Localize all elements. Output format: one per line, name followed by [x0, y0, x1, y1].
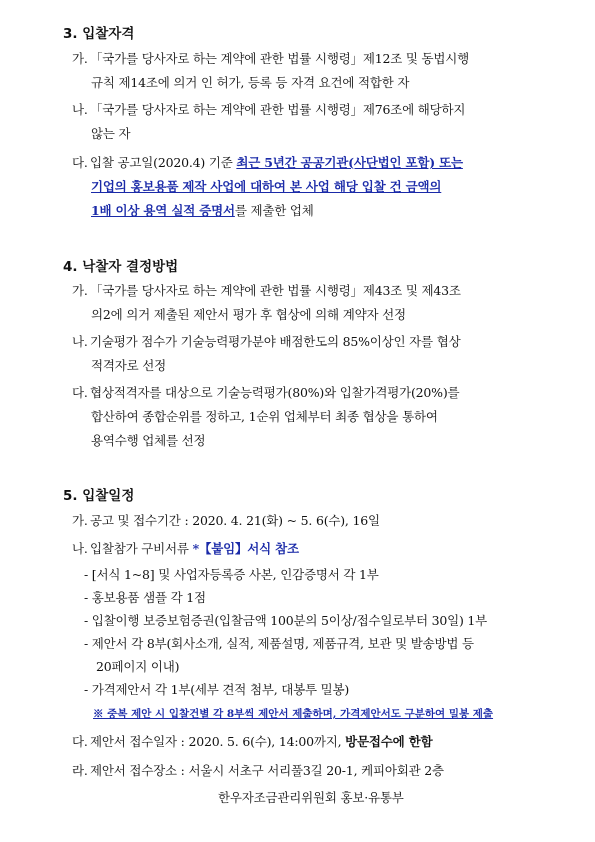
s4-na-line2: 적격자로 선정 [91, 358, 167, 373]
s4-na-marker: 나. [72, 334, 88, 349]
s5-da-marker: 다. [72, 734, 88, 749]
s5-item-na [72, 537, 552, 561]
s5-ga-text: 공고 및 접수기간 : 2020. 4. 21(화) ~ 5. 6(수), 16일 [90, 513, 380, 528]
s3-da-pre: 입찰 공고일(2020.4) 기준 [90, 155, 237, 170]
s3-da-post: 를 제출한 업체 [234, 203, 314, 218]
dash-item: - 홍보용품 샘플 각 1점 [84, 590, 206, 605]
dash-item: - 입찰이행 보증보험증권(입찰금액 100분의 5이상/접수일로부터 30일) 1부 [84, 613, 488, 628]
s3-na-marker: 나. [72, 102, 88, 117]
s3-item-da [72, 151, 552, 223]
dash-item-cont: 20페이지 이내) [96, 659, 180, 674]
s5-item-ra [72, 759, 552, 783]
s3-item-na [72, 98, 552, 146]
s4-item-na [72, 330, 552, 378]
s4-da-marker: 다. [72, 385, 88, 400]
section-3-heading: 3. 입찰자격 [63, 26, 135, 42]
s3-da-marker: 다. [72, 155, 88, 170]
dash-item: - 가격제안서 각 1부(세부 견적 첨부, 대봉투 밀봉) [84, 682, 350, 697]
s5-item-da [72, 730, 552, 754]
s5-na-text: 입찰참가 구비서류 [90, 541, 193, 556]
dash-item: - [서식 1~8] 및 사업자등록증 사본, 인감증명서 각 1부 [84, 567, 379, 582]
s5-na-attachment-note: *【붙임】서식 참조 [192, 541, 299, 556]
s5-warning-note: ※ 중복 제안 시 입찰건별 각 8부씩 제안서 제출하며, 가격제안서도 구분하여 밀봉 제출 [93, 708, 494, 720]
s4-ga-line2: 의2에 의거 제출된 제안서 평가 후 협상에 의해 계약자 선정 [91, 307, 406, 322]
s4-ga-marker: 가. [72, 283, 88, 298]
s3-da-highlight-2: 기업의 홍보용품 제작 사업에 대하여 본 사업 해당 입찰 건 금액의 [91, 179, 442, 194]
s5-da-bold: 방문접수에 한함 [345, 734, 433, 749]
s5-ga-marker: 가. [72, 513, 88, 528]
s5-item-ga [72, 509, 552, 533]
section-5-heading: 5. 입찰일정 [63, 488, 135, 504]
s5-na-marker: 나. [72, 541, 88, 556]
s5-ra-text: 제안서 접수장소 : 서울시 서초구 서리풀3길 20-1, 케피아회관 2층 [90, 763, 444, 778]
dash-item: - 제안서 각 8부(회사소개, 실적, 제품설명, 제품규격, 보관 및 발송방법 등 [84, 636, 474, 651]
s3-na-line2: 않는 자 [91, 126, 131, 141]
s4-da-line2: 합산하여 종합순위를 정하고, 1순위 업체부터 최종 협상을 통하여 [91, 409, 438, 424]
s3-ga-marker: 가. [72, 51, 88, 66]
s4-da-line1: 협상적격자를 대상으로 기술능력평가(80%)와 입찰가격평가(20%)를 [90, 385, 460, 400]
s3-da-highlight-3: 1배 이상 용역 실적 증명서 [91, 203, 235, 218]
s5-da-text: 제안서 접수일자 : 2020. 5. 6(수), 14:00까지, [90, 734, 346, 749]
organization-footer: 한우자조금관리위원회 홍보·유통부 [218, 790, 404, 805]
s3-na-line1: 「국가를 당사자로 하는 계약에 관한 법률 시행령」제76조에 해당하지 [90, 102, 466, 117]
s3-ga-line1: 「국가를 당사자로 하는 계약에 관한 법률 시행령」제12조 및 동법시행 [90, 51, 470, 66]
s3-item-ga [72, 47, 552, 95]
s4-na-line1: 기술평가 점수가 기술능력평가분야 배점한도의 85%이상인 자를 협상 [90, 334, 461, 349]
s5-ra-marker: 라. [72, 763, 88, 778]
section-4-heading: 4. 낙찰자 결정방법 [63, 259, 179, 275]
s4-item-ga [72, 279, 552, 327]
s5-dash-list [84, 563, 554, 701]
s3-ga-line2: 규칙 제14조에 의거 인 허가, 등록 등 자격 요건에 적합한 자 [91, 75, 410, 90]
s4-ga-line1: 「국가를 당사자로 하는 계약에 관한 법률 시행령」제43조 및 제43조 [90, 283, 461, 298]
s3-da-highlight-1: 최근 5년간 공공기관(사단법인 포함) 또는 [236, 155, 463, 170]
s4-da-line3: 용역수행 업체를 선정 [91, 433, 206, 448]
s4-item-da [72, 381, 552, 453]
